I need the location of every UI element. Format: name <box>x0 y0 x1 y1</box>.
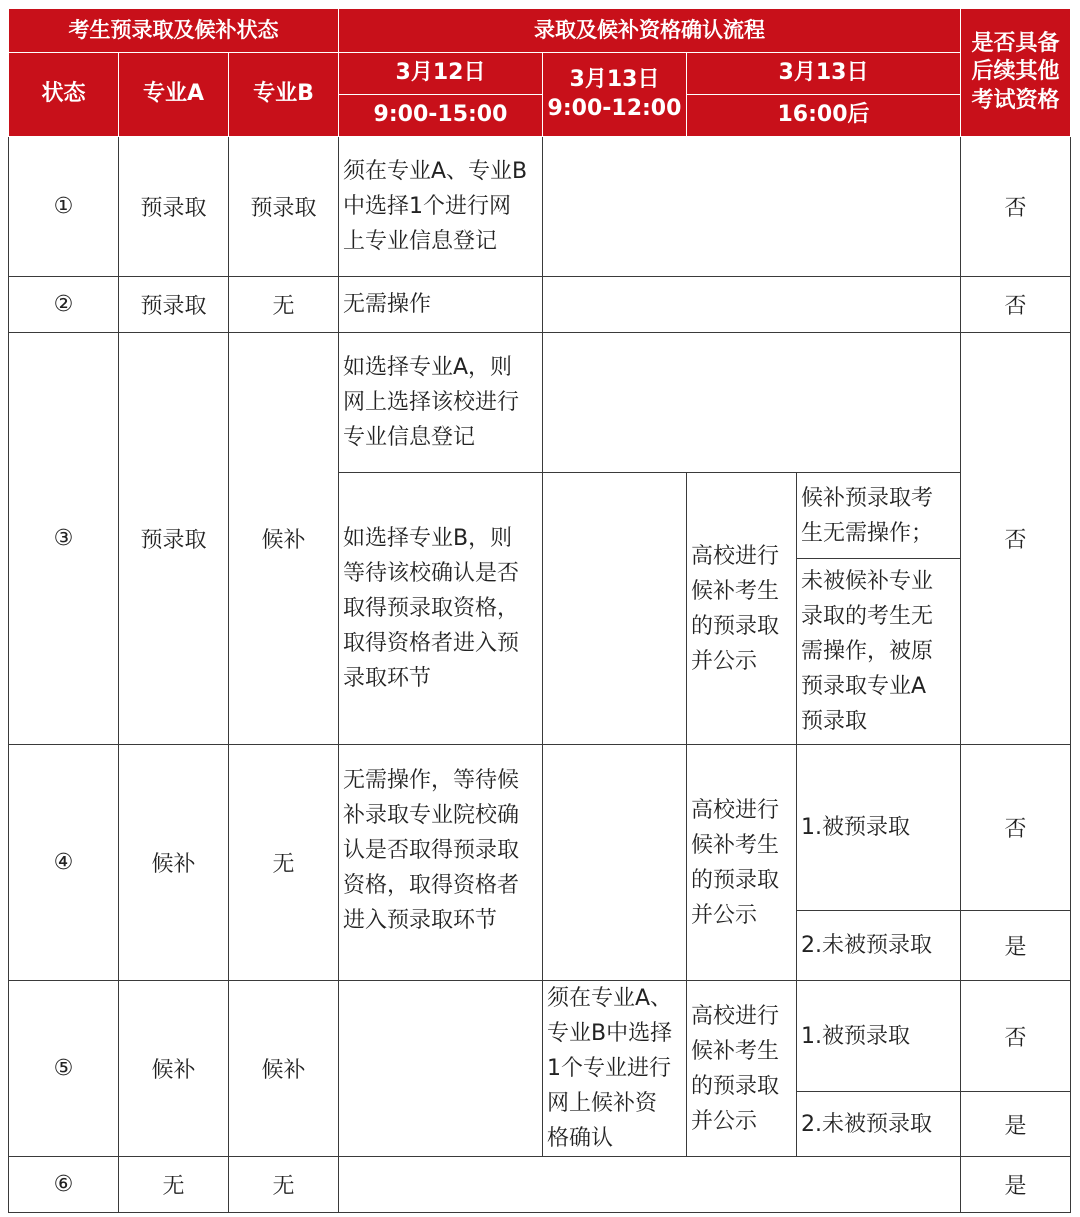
major-a-cell: 预录取 <box>119 137 229 277</box>
outcome-cell-1: 1.被预录取 <box>797 745 961 911</box>
status-cell: ⑤ <box>9 981 119 1157</box>
eligibility-cell: 否 <box>961 333 1071 745</box>
status-cell: ⑥ <box>9 1157 119 1213</box>
major-b-cell: 无 <box>229 1157 339 1213</box>
header-major-b: 专业B <box>229 53 339 137</box>
day1-step-cell: 无需操作，等待候 补录取专业院校确 认是否取得预录取 资格，取得资格者 进入预录取环节 <box>339 745 543 981</box>
header-day1-date: 3月12日 <box>339 53 543 95</box>
major-b-cell: 预录取 <box>229 137 339 277</box>
table-row-5a <box>9 981 1071 1092</box>
empty-cell <box>339 1157 961 1213</box>
header-eligibility: 是否具备 后续其他 考试资格 <box>961 9 1071 137</box>
eligibility-cell: 是 <box>961 911 1071 981</box>
header-day3-time: 16:00后 <box>687 95 961 137</box>
eligibility-cell: 否 <box>961 745 1071 911</box>
status-cell: ② <box>9 277 119 333</box>
table-row-3a <box>9 333 1071 473</box>
admission-table-container <box>8 8 1071 1213</box>
status-cell: ① <box>9 137 119 277</box>
header-major-a: 专业A <box>119 53 229 137</box>
empty-cell <box>543 137 961 277</box>
table-row-1 <box>9 137 1071 277</box>
school-step-cell: 高校进行 候补考生 的预录取 并公示 <box>687 745 797 981</box>
header-status-group: 考生预录取及候补状态 <box>9 9 339 53</box>
header-flow-group: 录取及候补资格确认流程 <box>339 9 961 53</box>
table-row-6 <box>9 1157 1071 1213</box>
empty-cell <box>339 981 543 1157</box>
status-cell: ④ <box>9 745 119 981</box>
day2-step-cell: 须在专业A、 专业B中选择 1个专业进行 网上候补资 格确认 <box>543 981 687 1157</box>
header-day1-time: 9:00-15:00 <box>339 95 543 137</box>
empty-cell <box>543 745 687 981</box>
header-day3-date: 3月13日 <box>687 53 961 95</box>
result-cell-2: 未被候补专业 录取的考生无 需操作，被原 预录取专业A 预录取 <box>797 559 961 745</box>
table-row-4a <box>9 745 1071 911</box>
header-row-2 <box>9 53 1071 95</box>
day1-step-a-cell: 如选择专业A，则 网上选择该校进行 专业信息登记 <box>339 333 543 473</box>
status-cell: ③ <box>9 333 119 745</box>
major-a-cell: 预录取 <box>119 277 229 333</box>
table-row-2 <box>9 277 1071 333</box>
major-a-cell: 候补 <box>119 745 229 981</box>
eligibility-cell: 是 <box>961 1157 1071 1213</box>
major-b-cell: 无 <box>229 745 339 981</box>
eligibility-cell: 是 <box>961 1092 1071 1157</box>
major-b-cell: 候补 <box>229 981 339 1157</box>
major-a-cell: 预录取 <box>119 333 229 745</box>
major-a-cell: 无 <box>119 1157 229 1213</box>
header-row-1 <box>9 9 1071 53</box>
eligibility-cell: 否 <box>961 277 1071 333</box>
day1-step-cell: 无需操作 <box>339 277 543 333</box>
eligibility-cell: 否 <box>961 137 1071 277</box>
day1-step-b-cell: 如选择专业B，则 等待该校确认是否 取得预录取资格， 取得资格者进入预 录取环节 <box>339 473 543 745</box>
major-b-cell: 候补 <box>229 333 339 745</box>
major-b-cell: 无 <box>229 277 339 333</box>
empty-cell <box>543 277 961 333</box>
major-a-cell: 候补 <box>119 981 229 1157</box>
empty-cell <box>543 473 687 745</box>
admission-status-table <box>8 8 1071 1213</box>
school-step-cell: 高校进行 候补考生 的预录取 并公示 <box>687 981 797 1157</box>
school-step-cell: 高校进行 候补考生 的预录取 并公示 <box>687 473 797 745</box>
result-cell-1: 候补预录取考 生无需操作； <box>797 473 961 559</box>
eligibility-cell: 否 <box>961 981 1071 1092</box>
outcome-cell-2: 2.未被预录取 <box>797 911 961 981</box>
empty-cell <box>543 333 961 473</box>
outcome-cell-2: 2.未被预录取 <box>797 1092 961 1157</box>
outcome-cell-1: 1.被预录取 <box>797 981 961 1092</box>
day1-step-cell: 须在专业A、专业B 中选择1个进行网 上专业信息登记 <box>339 137 543 277</box>
header-day2: 3月13日 9:00-12:00 <box>543 53 687 137</box>
header-status: 状态 <box>9 53 119 137</box>
